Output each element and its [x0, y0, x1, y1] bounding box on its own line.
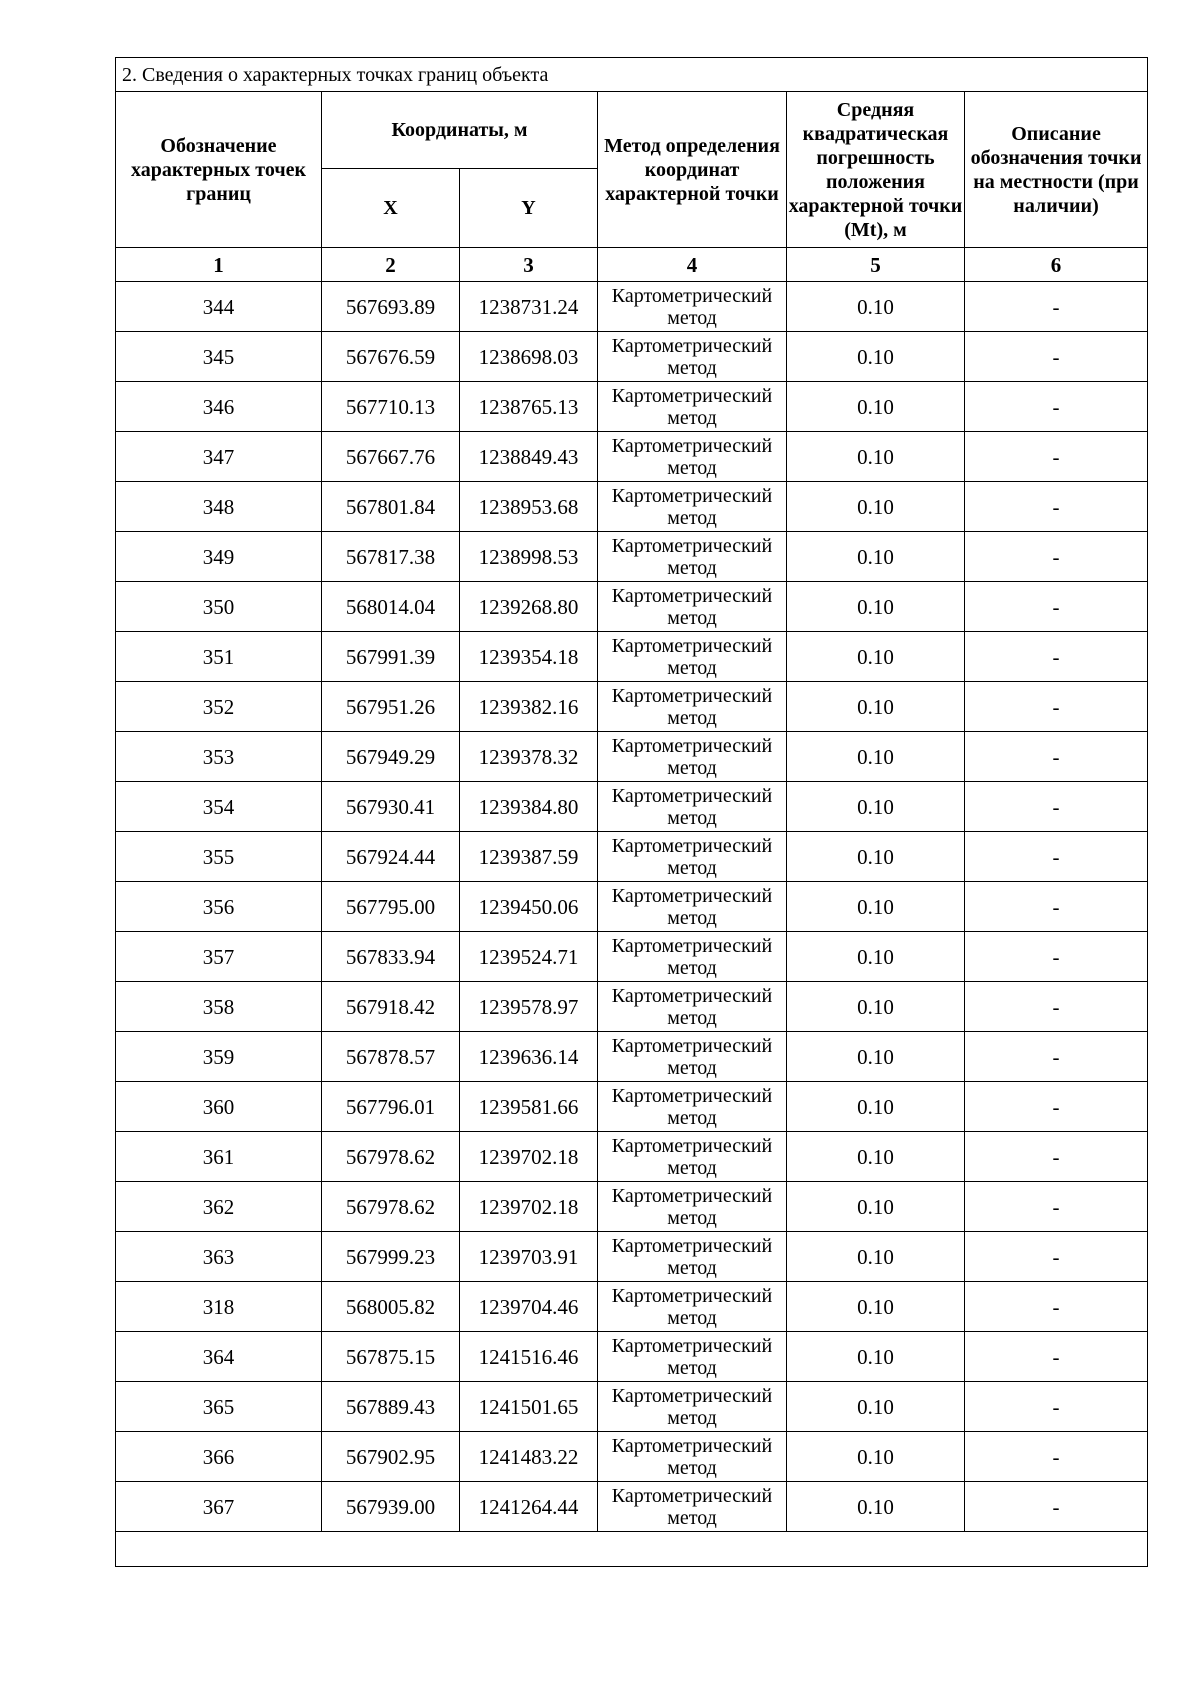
- table-row: [116, 1282, 1148, 1332]
- cell-method: Картометрический метод: [598, 1282, 787, 1332]
- cell-point: 350: [116, 582, 322, 632]
- table-row: [116, 1082, 1148, 1132]
- cell-y: 1239578.97: [460, 982, 598, 1032]
- cell-y: 1239702.18: [460, 1132, 598, 1182]
- cell-y: 1239703.91: [460, 1232, 598, 1282]
- header-coordinates: Координаты, м: [322, 92, 598, 169]
- cell-x: 567902.95: [322, 1432, 460, 1482]
- table-row: [116, 982, 1148, 1032]
- cell-method: Картометрический метод: [598, 882, 787, 932]
- table-row: [116, 1032, 1148, 1082]
- cell-description: -: [965, 1082, 1148, 1132]
- table-row: [116, 1182, 1148, 1232]
- cell-x: 567978.62: [322, 1182, 460, 1232]
- column-number: 6: [965, 248, 1148, 282]
- cell-point: 318: [116, 1282, 322, 1332]
- section-title: 2. Сведения о характерных точках границ объекта: [116, 58, 1148, 92]
- header-method: Метод определения координат характерной точки: [598, 92, 787, 248]
- cell-mt: 0.10: [787, 732, 965, 782]
- cell-y: 1239704.46: [460, 1282, 598, 1332]
- cell-point: 352: [116, 682, 322, 732]
- cell-y: 1241264.44: [460, 1482, 598, 1532]
- boundary-points-table: [115, 57, 1148, 1567]
- table-row: [116, 1382, 1148, 1432]
- cell-x: 567978.62: [322, 1132, 460, 1182]
- cell-mt: 0.10: [787, 1132, 965, 1182]
- cell-method: Картометрический метод: [598, 1332, 787, 1382]
- table-row: [116, 332, 1148, 382]
- cell-mt: 0.10: [787, 332, 965, 382]
- cell-y: 1239524.71: [460, 932, 598, 982]
- cell-description: -: [965, 382, 1148, 432]
- cell-y: 1239268.80: [460, 582, 598, 632]
- cell-method: Картометрический метод: [598, 632, 787, 682]
- cell-point: 344: [116, 282, 322, 332]
- cell-y: 1241483.22: [460, 1432, 598, 1482]
- cell-y: 1239387.59: [460, 832, 598, 882]
- empty-footer-row: [116, 1532, 1148, 1567]
- cell-y: 1241516.46: [460, 1332, 598, 1382]
- cell-description: -: [965, 282, 1148, 332]
- cell-method: Картометрический метод: [598, 782, 787, 832]
- cell-y: 1238698.03: [460, 332, 598, 382]
- cell-description: -: [965, 1332, 1148, 1382]
- cell-description: -: [965, 782, 1148, 832]
- column-number-row: [116, 248, 1148, 282]
- cell-point: 361: [116, 1132, 322, 1182]
- cell-y: 1238765.13: [460, 382, 598, 432]
- cell-x: 567930.41: [322, 782, 460, 832]
- header-description: Описание обозначения точки на местности (при наличии): [965, 92, 1148, 248]
- table-row: [116, 1232, 1148, 1282]
- table-row: [116, 682, 1148, 732]
- cell-point: 348: [116, 482, 322, 532]
- cell-point: 353: [116, 732, 322, 782]
- cell-y: 1238849.43: [460, 432, 598, 482]
- cell-method: Картометрический метод: [598, 1032, 787, 1082]
- table-row: [116, 282, 1148, 332]
- cell-description: -: [965, 482, 1148, 532]
- cell-description: -: [965, 432, 1148, 482]
- cell-x: 567878.57: [322, 1032, 460, 1082]
- cell-description: -: [965, 1282, 1148, 1332]
- cell-point: 358: [116, 982, 322, 1032]
- table-row: [116, 1482, 1148, 1532]
- cell-x: 567999.23: [322, 1232, 460, 1282]
- cell-method: Картометрический метод: [598, 1232, 787, 1282]
- table-row: [116, 632, 1148, 682]
- cell-y: 1241501.65: [460, 1382, 598, 1432]
- cell-description: -: [965, 1032, 1148, 1082]
- column-number: 4: [598, 248, 787, 282]
- cell-mt: 0.10: [787, 482, 965, 532]
- cell-y: 1239384.80: [460, 782, 598, 832]
- cell-method: Картометрический метод: [598, 1482, 787, 1532]
- table-row: [116, 382, 1148, 432]
- cell-description: -: [965, 532, 1148, 582]
- table-row: [116, 732, 1148, 782]
- cell-method: Картометрический метод: [598, 982, 787, 1032]
- cell-y: 1239382.16: [460, 682, 598, 732]
- cell-mt: 0.10: [787, 982, 965, 1032]
- cell-x: 567875.15: [322, 1332, 460, 1382]
- table-row: [116, 432, 1148, 482]
- cell-point: 363: [116, 1232, 322, 1282]
- cell-mt: 0.10: [787, 632, 965, 682]
- cell-x: 567939.00: [322, 1482, 460, 1532]
- cell-x: 567796.01: [322, 1082, 460, 1132]
- cell-description: -: [965, 332, 1148, 382]
- cell-point: 346: [116, 382, 322, 432]
- cell-mt: 0.10: [787, 1332, 965, 1382]
- table-row: [116, 1332, 1148, 1382]
- cell-mt: 0.10: [787, 1082, 965, 1132]
- cell-description: -: [965, 832, 1148, 882]
- cell-mt: 0.10: [787, 832, 965, 882]
- cell-description: -: [965, 632, 1148, 682]
- cell-description: -: [965, 882, 1148, 932]
- table-row: [116, 932, 1148, 982]
- cell-x: 567951.26: [322, 682, 460, 732]
- cell-point: 364: [116, 1332, 322, 1382]
- cell-method: Картометрический метод: [598, 1432, 787, 1482]
- cell-point: 362: [116, 1182, 322, 1232]
- cell-x: 567889.43: [322, 1382, 460, 1432]
- cell-x: 567693.89: [322, 282, 460, 332]
- cell-mt: 0.10: [787, 782, 965, 832]
- cell-point: 356: [116, 882, 322, 932]
- cell-method: Картометрический метод: [598, 332, 787, 382]
- cell-description: -: [965, 932, 1148, 982]
- cell-x: 567710.13: [322, 382, 460, 432]
- table-row: [116, 1432, 1148, 1482]
- cell-description: -: [965, 732, 1148, 782]
- cell-method: Картометрический метод: [598, 932, 787, 982]
- cell-method: Картометрический метод: [598, 732, 787, 782]
- table-row: [116, 1132, 1148, 1182]
- column-number: 5: [787, 248, 965, 282]
- cell-point: 367: [116, 1482, 322, 1532]
- cell-x: 567795.00: [322, 882, 460, 932]
- cell-description: -: [965, 1182, 1148, 1232]
- cell-mt: 0.10: [787, 682, 965, 732]
- cell-y: 1238953.68: [460, 482, 598, 532]
- empty-footer-cell: [116, 1532, 1148, 1567]
- cell-x: 567801.84: [322, 482, 460, 532]
- table-row: [116, 532, 1148, 582]
- cell-x: 568005.82: [322, 1282, 460, 1332]
- cell-description: -: [965, 1432, 1148, 1482]
- cell-x: 567924.44: [322, 832, 460, 882]
- cell-description: -: [965, 1132, 1148, 1182]
- cell-x: 567817.38: [322, 532, 460, 582]
- cell-x: 568014.04: [322, 582, 460, 632]
- cell-x: 567918.42: [322, 982, 460, 1032]
- cell-point: 347: [116, 432, 322, 482]
- cell-y: 1239636.14: [460, 1032, 598, 1082]
- cell-mt: 0.10: [787, 282, 965, 332]
- header-x: X: [322, 169, 460, 248]
- cell-mt: 0.10: [787, 1482, 965, 1532]
- cell-y: 1239354.18: [460, 632, 598, 682]
- cell-method: Картометрический метод: [598, 1132, 787, 1182]
- cell-point: 366: [116, 1432, 322, 1482]
- cell-point: 354: [116, 782, 322, 832]
- cell-method: Картометрический метод: [598, 1082, 787, 1132]
- cell-method: Картометрический метод: [598, 282, 787, 332]
- cell-method: Картометрический метод: [598, 482, 787, 532]
- cell-y: 1239581.66: [460, 1082, 598, 1132]
- cell-method: Картометрический метод: [598, 832, 787, 882]
- cell-mt: 0.10: [787, 1432, 965, 1482]
- cell-method: Картометрический метод: [598, 382, 787, 432]
- cell-mt: 0.10: [787, 1182, 965, 1232]
- cell-description: -: [965, 682, 1148, 732]
- table-row: [116, 882, 1148, 932]
- cell-mt: 0.10: [787, 532, 965, 582]
- cell-x: 567991.39: [322, 632, 460, 682]
- cell-mt: 0.10: [787, 432, 965, 482]
- cell-method: Картометрический метод: [598, 1182, 787, 1232]
- column-number: 2: [322, 248, 460, 282]
- column-number: 3: [460, 248, 598, 282]
- header-designation: Обозначение характерных точек границ: [116, 92, 322, 248]
- cell-mt: 0.10: [787, 1032, 965, 1082]
- table-row: [116, 782, 1148, 832]
- cell-y: 1238998.53: [460, 532, 598, 582]
- header-y: Y: [460, 169, 598, 248]
- cell-mt: 0.10: [787, 582, 965, 632]
- cell-description: -: [965, 1232, 1148, 1282]
- cell-point: 345: [116, 332, 322, 382]
- cell-mt: 0.10: [787, 1282, 965, 1332]
- cell-point: 365: [116, 1382, 322, 1432]
- cell-y: 1239702.18: [460, 1182, 598, 1232]
- cell-mt: 0.10: [787, 1382, 965, 1432]
- cell-description: -: [965, 1482, 1148, 1532]
- cell-x: 567833.94: [322, 932, 460, 982]
- cell-y: 1239378.32: [460, 732, 598, 782]
- table-body: [116, 282, 1148, 1532]
- header-error: Средняя квадратическая погрешность положения характерной точки (Mt), м: [787, 92, 965, 248]
- cell-mt: 0.10: [787, 382, 965, 432]
- cell-y: 1238731.24: [460, 282, 598, 332]
- cell-method: Картометрический метод: [598, 432, 787, 482]
- cell-description: -: [965, 582, 1148, 632]
- table-row: [116, 832, 1148, 882]
- cell-x: 567949.29: [322, 732, 460, 782]
- cell-y: 1239450.06: [460, 882, 598, 932]
- cell-point: 355: [116, 832, 322, 882]
- cell-point: 360: [116, 1082, 322, 1132]
- cell-method: Картометрический метод: [598, 682, 787, 732]
- cell-point: 357: [116, 932, 322, 982]
- cell-point: 359: [116, 1032, 322, 1082]
- cell-method: Картометрический метод: [598, 532, 787, 582]
- column-number: 1: [116, 248, 322, 282]
- cell-description: -: [965, 982, 1148, 1032]
- cell-method: Картометрический метод: [598, 582, 787, 632]
- cell-mt: 0.10: [787, 1232, 965, 1282]
- cell-description: -: [965, 1382, 1148, 1432]
- cell-point: 351: [116, 632, 322, 682]
- cell-x: 567676.59: [322, 332, 460, 382]
- cell-mt: 0.10: [787, 932, 965, 982]
- cell-x: 567667.76: [322, 432, 460, 482]
- cell-mt: 0.10: [787, 882, 965, 932]
- cell-point: 349: [116, 532, 322, 582]
- table-row: [116, 582, 1148, 632]
- table-row: [116, 482, 1148, 532]
- cell-method: Картометрический метод: [598, 1382, 787, 1432]
